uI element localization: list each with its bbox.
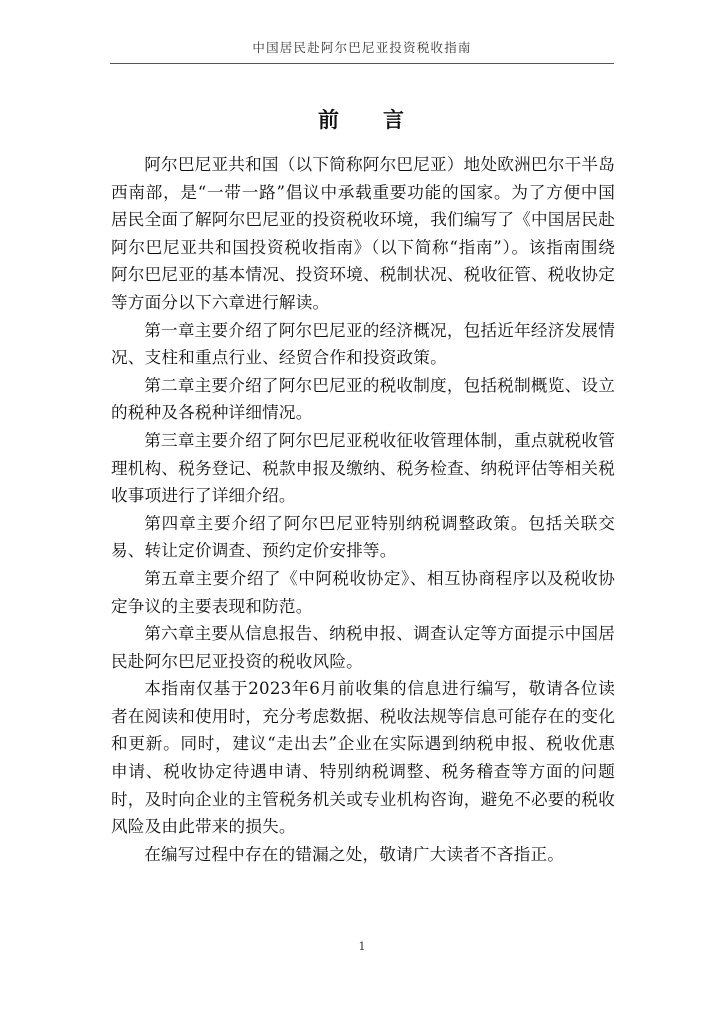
paragraph-closing: 在编写过程中存在的错漏之处，敬请广大读者不吝指正。	[144, 844, 565, 864]
paragraph-chapter-1: 第一章主要介绍了阿尔巴尼亚的经济概况，包括近年经济发展情况、支柱和重点行业、经贸合作和投资政策。	[111, 320, 615, 368]
paragraph-chapter-3: 第三章主要介绍了阿尔巴尼亚税收征收管理体制，重点就税收管理机构、税务登记、税款申报及缴纳、税务检查、纳税评估等相关税收事项进行了详细介绍。	[111, 430, 615, 506]
page-title-part-2: 言	[383, 107, 406, 132]
page-title	[0, 104, 724, 134]
paragraph-chapter-5: 第五章主要介绍了《中阿税收协定》、相互协商程序以及税收协定争议的主要表现和防范。	[111, 568, 615, 616]
paragraph-intro: 阿尔巴尼亚共和国（以下简称阿尔巴尼亚）地处欧洲巴尔干半岛西南部，是“一带一路”倡议中承载重要功能的国家。为了方便中国居民全面了解阿尔巴尼亚的投资税收环境，我们编写了《中国居民赴阿尔巴尼亚共和国投资税收指南》（以下简称“指南”）。该指南围绕阿尔巴尼亚的基本情况、投资环境、税制状况、税收征管、税收协定等方面分以下六章进行解读。	[111, 155, 615, 312]
page-number: 1	[358, 940, 366, 953]
paragraph-chapter-4: 第四章主要介绍了阿尔巴尼亚特别纳税调整政策。包括关联交易、转让定价调查、预约定价安排等。	[111, 513, 615, 561]
page-title-part-1: 前	[318, 107, 341, 132]
running-header: 中国居民赴阿尔巴尼亚投资税收指南	[252, 40, 472, 55]
header-rule	[110, 63, 614, 64]
paragraph-chapter-6: 第六章主要从信息报告、纳税申报、调查认定等方面提示中国居民赴阿尔巴尼亚投资的税收风险。	[111, 624, 615, 671]
body-text	[111, 151, 615, 868]
paragraph-chapter-2: 第二章主要介绍了阿尔巴尼亚的税收制度，包括税制概览、设立的税种及各税种详细情况。	[111, 375, 615, 423]
paragraph-disclaimer: 本指南仅基于2023年6月前收集的信息进行编写，敬请各位读者在阅读和使用时，充分考虑数据、税收法规等信息可能存在的变化和更新。同时，建议“走出去”企业在实际遇到纳税申报、税收优惠申请、税收协定待遇申请、特别纳税调整、税务稽查等方面的问题时，及时向企业的主管税务机关或专业机构咨询，避免不必要的税收风险及由此带来的损失。	[111, 679, 615, 837]
